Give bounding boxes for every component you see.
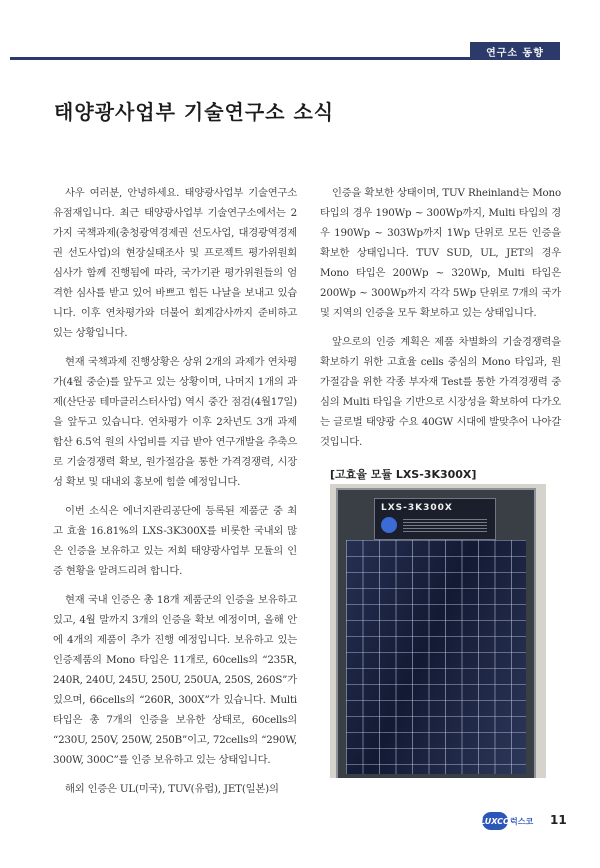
paragraph: 현재 국내 인증은 총 18개 제품군의 인증을 보유하고 있고, 4월 말까지 3개의 인증을 확보 예정이며, 올해 안에 4개의 제품이 추가 진행 예정입니다. 보유하고 있는 인증제품의 Mono 타입은 11개로, 60cells의 “235R, 240R, 240U, 245U, 250U, 250UA, 250S, 260S”가 있으며, 66cells의 “260R, 300X”가 있습니다. Multi 타입은 총 7개의 인증을 보유한 상태로, 60cells의 “230U, 250V, 250W, 250B”이고, 72cells의 “290W, 300W, 300C”를 인증 보유하고 있는 상태입니다. bbox=[53, 594, 297, 766]
paragraph: 사우 여러분, 안녕하세요. 태양광사업부 기술연구소 유점재입니다. 최근 태양광사업부 기술연구소에서는 2가지 국책과제(충청광역경제권 선도사업, 대경광역경제권 선도사업)의 현장실태조사 및 프로젝트 평가위원회 심사가 함께 진행됨에 따라, 국가기관 평가위원들의 엄격한 심사를 받고 있어 바쁘고 힘든 나날을 보내고 있습니다. 이후 연차평가와 더불어 회계감사까지 준비하고 있는 상황입니다. bbox=[53, 187, 297, 339]
luxco-logo-icon: LUXCO bbox=[482, 812, 508, 830]
article-column-right bbox=[320, 183, 561, 461]
section-tag: 연구소 동향 bbox=[470, 42, 560, 60]
module-label bbox=[374, 498, 496, 540]
module-frame bbox=[336, 488, 536, 778]
paragraph: 현재 국책과제 진행상황은 상위 2개의 과제가 연차평가(4월 중순)를 앞두고 있는 상황이며, 나머지 1개의 과제(산단공 테마클러스터사업) 역시 중간 점검(4월17일)을 앞두고 있습니다. 연차평가 이후 2차년도 3개 과제 합산 6.5억 원의 사업비를 지급 받아 연구개발을 추축으로 기술경쟁력 확보, 원가절감을 통한 가격경쟁력, 시장성 확보 및 대내외 홍보에 힘쓸 예정입니다. bbox=[53, 356, 297, 488]
paragraph: 해외 인증은 UL(미국), TUV(유럽), JET(일본)의 bbox=[65, 783, 279, 795]
paragraph: 인증을 확보한 상태이며, TUV Rheinland는 Mono 타입의 경우 190Wp ~ 300Wp까지, Multi 타입의 경우 190Wp ~ 303Wp까지 1Wp 단위로 모든 인증을 확보한 상태입니다. TUV SUD, UL, JET의 경우 Mono 타입은 200Wp ~ 320Wp, Multi 타입은 200Wp ~ 300Wp까지 각각 5Wp 단위로 7개의 국가 및 지역의 인증을 모두 확보하고 있는 상태입니다. bbox=[320, 187, 561, 319]
solar-module-photo bbox=[330, 484, 546, 778]
brand-badge-icon bbox=[381, 517, 397, 533]
paragraph: 이번 소식은 에너지관리공단에 등록된 제품군 중 최고 효율 16.81%의 LXS-3K300X를 비롯한 국내외 많은 인증을 보유하고 있는 저희 태양광사업부 모듈의 인증 현황을 알려드리려 합니다. bbox=[53, 505, 297, 577]
page-number: 11 bbox=[550, 813, 567, 827]
article-column-left bbox=[53, 183, 297, 808]
figure-caption: [고효율 모듈 LXS-3K300X] bbox=[330, 468, 477, 481]
article-title: 태양광사업부 기술연구소 소식 bbox=[54, 100, 335, 124]
company-logo bbox=[482, 812, 533, 830]
solar-cell-grid bbox=[346, 540, 526, 774]
paragraph: 앞으로의 인증 계획은 제품 차별화의 기술경쟁력을 확보하기 위한 고효율 cells 중심의 Mono 타입과, 원가절감을 위한 각종 부자재 Test를 통한 가격경쟁력 중심의 Multi 타입을 기반으로 시장성을 확보하여 다가오는 글로벌 태양광 수요 40GW 시대에 발맞추어 나아갈 것입니다. bbox=[320, 336, 561, 448]
module-label-title: LXS-3K300X bbox=[381, 503, 453, 513]
logo-text: 럭스코 bbox=[510, 816, 534, 826]
spec-lines bbox=[403, 519, 487, 533]
